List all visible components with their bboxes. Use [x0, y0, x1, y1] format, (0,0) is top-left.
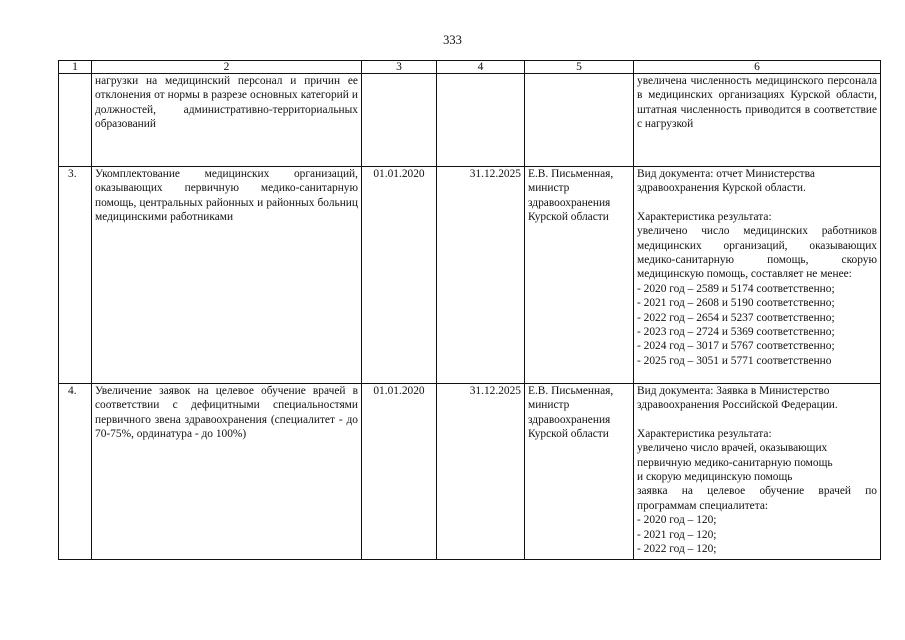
- result-characteristic-title: Характеристика результата:: [637, 427, 772, 440]
- spacer: [637, 413, 877, 427]
- table-row: [59, 74, 881, 167]
- result-cell: [634, 384, 881, 560]
- result-item: - 2024 год – 3017 и 5767 соответственно;: [637, 340, 835, 353]
- end-date: [437, 74, 525, 167]
- document-type: Вид документа: Заявка в Министерство здравоохранения Российской Федерации.: [637, 385, 838, 412]
- result-item: - 2022 год – 2654 и 5237 соответственно;: [637, 311, 835, 324]
- result-cell: увеличена численность медицинского персонала в медицинских организациях Курской области, штатная численность приводится в соответствие с нагрузкой: [634, 74, 881, 167]
- column-header: 4: [437, 61, 525, 74]
- result-item: - 2021 год – 120;: [637, 528, 717, 541]
- result-item: - 2025 год – 3051 и 5771 соответственно: [637, 354, 832, 367]
- end-date: 31.12.2025: [437, 167, 525, 384]
- result-characteristic-line: и скорую медицинскую помощь: [637, 471, 793, 484]
- column-header: 2: [92, 61, 362, 74]
- measure-description: Увеличение заявок на целевое обучение врачей в соответствии с дефицитными специальностями первичного звена здравоохранения (специалитет - до 70-75%, ординатура - до 100%): [92, 384, 362, 560]
- start-date: [362, 74, 437, 167]
- spacer: [637, 196, 877, 210]
- result-item: - 2023 год – 2724 и 5369 соответственно;: [637, 326, 835, 339]
- result-cell: [634, 167, 881, 384]
- result-item: - 2020 год – 120;: [637, 514, 717, 527]
- result-characteristic-line: первичную медико-санитарную помощь: [637, 456, 833, 469]
- table-row: [59, 167, 881, 384]
- row-number: 3.: [59, 167, 92, 384]
- responsible-person: [525, 74, 634, 167]
- result-characteristic-title: Характеристика результата:: [637, 210, 772, 223]
- result-item: - 2020 год – 2589 и 5174 соответственно;: [637, 282, 835, 295]
- responsible-person: Е.В. Письменная, министр здравоохранения Курской области: [525, 167, 634, 384]
- start-date: 01.01.2020: [362, 167, 437, 384]
- document-type: Вид документа: отчет Министерства здравоохранения Курской области.: [637, 168, 815, 195]
- result-characteristic-text: заявка на целевое обучение врачей по программам специалитета:: [637, 485, 877, 512]
- table-header-row: [59, 61, 881, 74]
- row-number: [59, 74, 92, 167]
- page-number: 333: [443, 33, 462, 47]
- plan-table: [58, 60, 881, 560]
- column-header: 1: [59, 61, 92, 74]
- column-header: 5: [525, 61, 634, 74]
- column-header: 6: [634, 61, 881, 74]
- responsible-person: Е.В. Письменная, министр здравоохранения Курской области: [525, 384, 634, 560]
- start-date: 01.01.2020: [362, 384, 437, 560]
- end-date: 31.12.2025: [437, 384, 525, 560]
- column-header: 3: [362, 61, 437, 74]
- row-number: 4.: [59, 384, 92, 560]
- result-characteristic-text: увеличено число медицинских работников медицинских организаций, оказывающих медико-санитарную помощь, скорую медицинскую помощь, составляет не менее:: [637, 225, 877, 281]
- result-item: - 2022 год – 120;: [637, 543, 717, 556]
- result-item: - 2021 год – 2608 и 5190 соответственно;: [637, 297, 835, 310]
- measure-description: Укомплектование медицинских организаций, оказывающих первичную медико-санитарную помощь, центральных районных и районных больниц медицинскими работниками: [92, 167, 362, 384]
- result-characteristic-line: увеличено число врачей, оказывающих: [637, 442, 828, 455]
- table-row: [59, 384, 881, 560]
- measure-description: нагрузки на медицинский персонал и причин ее отклонения от нормы в разрезе основных категорий и должностей, административно-территориальных образований: [92, 74, 362, 167]
